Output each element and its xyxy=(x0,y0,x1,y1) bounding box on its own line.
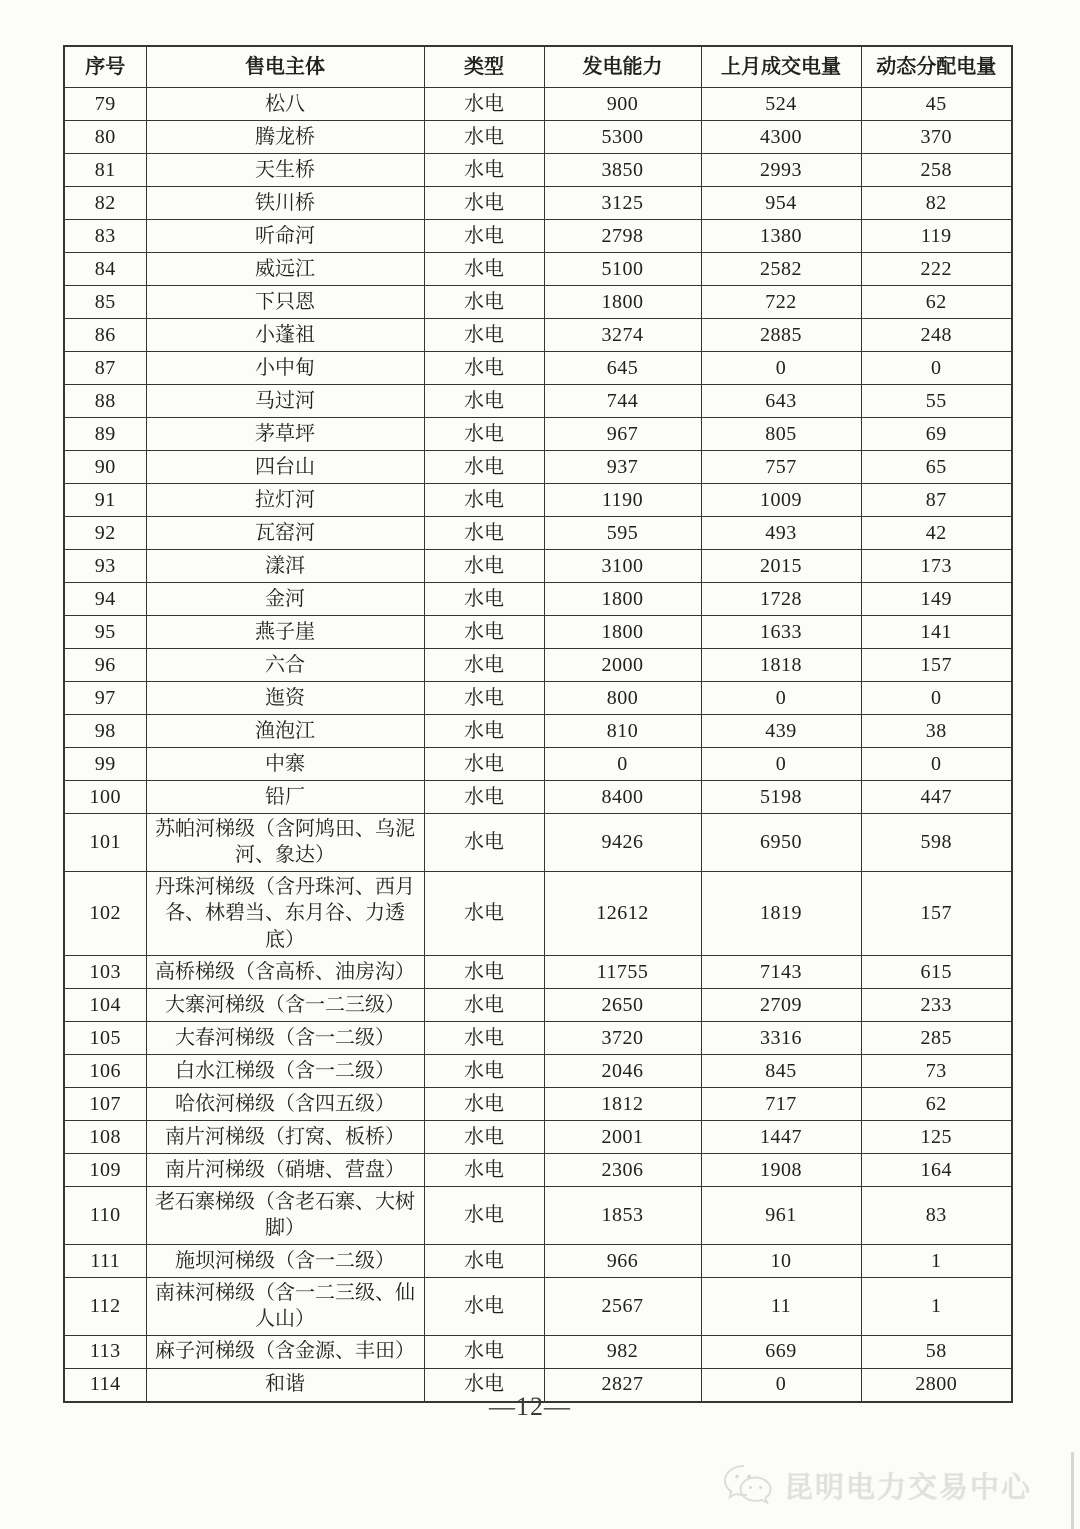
cell-generation-capacity: 2306 xyxy=(544,1153,701,1186)
table-row xyxy=(64,1277,1012,1335)
cell-dynamic-allocation: 157 xyxy=(861,871,1012,955)
cell-generation-capacity: 1812 xyxy=(544,1087,701,1120)
cell-serial-number: 99 xyxy=(64,748,146,781)
cell-type: 水电 xyxy=(424,1277,544,1335)
cell-entity-name: 腾龙桥 xyxy=(146,121,424,154)
cell-dynamic-allocation: 2800 xyxy=(861,1368,1012,1402)
cell-generation-capacity: 810 xyxy=(544,715,701,748)
cell-type: 水电 xyxy=(424,385,544,418)
cell-last-month-volume: 2582 xyxy=(701,253,861,286)
cell-dynamic-allocation: 233 xyxy=(861,988,1012,1021)
cell-type: 水电 xyxy=(424,88,544,121)
cell-entity-name: 拉灯河 xyxy=(146,484,424,517)
cell-generation-capacity: 1800 xyxy=(544,286,701,319)
cell-dynamic-allocation: 157 xyxy=(861,649,1012,682)
cell-entity-name: 渔泡江 xyxy=(146,715,424,748)
column-header-last-month: 上月成交电量 xyxy=(701,46,861,88)
table-row xyxy=(64,187,1012,220)
cell-generation-capacity: 5300 xyxy=(544,121,701,154)
cell-generation-capacity: 12612 xyxy=(544,871,701,955)
cell-generation-capacity: 595 xyxy=(544,517,701,550)
cell-last-month-volume: 3316 xyxy=(701,1021,861,1054)
cell-entity-name: 六合 xyxy=(146,649,424,682)
table-row xyxy=(64,220,1012,253)
cell-type: 水电 xyxy=(424,1021,544,1054)
cell-generation-capacity: 645 xyxy=(544,352,701,385)
cell-last-month-volume: 643 xyxy=(701,385,861,418)
cell-entity-name: 老石寨梯级（含老石寨、大树脚） xyxy=(146,1186,424,1244)
cell-dynamic-allocation: 1 xyxy=(861,1244,1012,1277)
scan-artifact-line xyxy=(1071,1452,1074,1529)
cell-dynamic-allocation: 370 xyxy=(861,121,1012,154)
table-row xyxy=(64,715,1012,748)
table-row xyxy=(64,1021,1012,1054)
cell-entity-name: 南片河梯级（打窝、板桥） xyxy=(146,1120,424,1153)
cell-entity-name: 小中甸 xyxy=(146,352,424,385)
table-row xyxy=(64,988,1012,1021)
table-row xyxy=(64,319,1012,352)
cell-generation-capacity: 2046 xyxy=(544,1054,701,1087)
cell-generation-capacity: 3850 xyxy=(544,154,701,187)
cell-entity-name: 大春河梯级（含一二级） xyxy=(146,1021,424,1054)
table-body xyxy=(64,88,1012,1402)
cell-dynamic-allocation: 82 xyxy=(861,187,1012,220)
cell-dynamic-allocation: 598 xyxy=(861,814,1012,872)
cell-last-month-volume: 5198 xyxy=(701,781,861,814)
table-row xyxy=(64,583,1012,616)
table-row xyxy=(64,1054,1012,1087)
cell-last-month-volume: 2885 xyxy=(701,319,861,352)
cell-last-month-volume: 2993 xyxy=(701,154,861,187)
cell-serial-number: 109 xyxy=(64,1153,146,1186)
table-row xyxy=(64,682,1012,715)
cell-type: 水电 xyxy=(424,286,544,319)
cell-last-month-volume: 1380 xyxy=(701,220,861,253)
cell-serial-number: 98 xyxy=(64,715,146,748)
column-header-serial: 序号 xyxy=(64,46,146,88)
cell-type: 水电 xyxy=(424,583,544,616)
cell-last-month-volume: 2709 xyxy=(701,988,861,1021)
cell-type: 水电 xyxy=(424,1368,544,1402)
cell-generation-capacity: 2000 xyxy=(544,649,701,682)
cell-dynamic-allocation: 42 xyxy=(861,517,1012,550)
cell-dynamic-allocation: 119 xyxy=(861,220,1012,253)
cell-dynamic-allocation: 615 xyxy=(861,955,1012,988)
cell-generation-capacity: 1800 xyxy=(544,583,701,616)
cell-type: 水电 xyxy=(424,955,544,988)
cell-dynamic-allocation: 0 xyxy=(861,748,1012,781)
wechat-icon xyxy=(722,1462,776,1508)
cell-entity-name: 瓦窑河 xyxy=(146,517,424,550)
cell-last-month-volume: 961 xyxy=(701,1186,861,1244)
cell-generation-capacity: 0 xyxy=(544,748,701,781)
cell-serial-number: 89 xyxy=(64,418,146,451)
column-header-allocation: 动态分配电量 xyxy=(861,46,1012,88)
table-row xyxy=(64,352,1012,385)
cell-last-month-volume: 11 xyxy=(701,1277,861,1335)
cell-dynamic-allocation: 125 xyxy=(861,1120,1012,1153)
cell-serial-number: 110 xyxy=(64,1186,146,1244)
table-row xyxy=(64,1186,1012,1244)
cell-entity-name: 四台山 xyxy=(146,451,424,484)
cell-generation-capacity: 1190 xyxy=(544,484,701,517)
cell-entity-name: 苏帕河梯级（含阿鸠田、乌泥河、象达） xyxy=(146,814,424,872)
cell-generation-capacity: 3100 xyxy=(544,550,701,583)
cell-last-month-volume: 1447 xyxy=(701,1120,861,1153)
cell-entity-name: 麻子河梯级（含金源、丰田） xyxy=(146,1335,424,1368)
cell-dynamic-allocation: 58 xyxy=(861,1335,1012,1368)
cell-entity-name: 听命河 xyxy=(146,220,424,253)
cell-entity-name: 马过河 xyxy=(146,385,424,418)
cell-serial-number: 103 xyxy=(64,955,146,988)
cell-dynamic-allocation: 149 xyxy=(861,583,1012,616)
cell-serial-number: 92 xyxy=(64,517,146,550)
cell-generation-capacity: 1853 xyxy=(544,1186,701,1244)
cell-type: 水电 xyxy=(424,187,544,220)
cell-generation-capacity: 1800 xyxy=(544,616,701,649)
cell-entity-name: 小蓬祖 xyxy=(146,319,424,352)
cell-last-month-volume: 0 xyxy=(701,748,861,781)
cell-last-month-volume: 717 xyxy=(701,1087,861,1120)
table-row xyxy=(64,550,1012,583)
table-row xyxy=(64,616,1012,649)
cell-type: 水电 xyxy=(424,253,544,286)
cell-dynamic-allocation: 87 xyxy=(861,484,1012,517)
column-header-entity: 售电主体 xyxy=(146,46,424,88)
cell-dynamic-allocation: 65 xyxy=(861,451,1012,484)
cell-type: 水电 xyxy=(424,871,544,955)
cell-generation-capacity: 967 xyxy=(544,418,701,451)
cell-last-month-volume: 439 xyxy=(701,715,861,748)
cell-serial-number: 82 xyxy=(64,187,146,220)
cell-serial-number: 108 xyxy=(64,1120,146,1153)
cell-type: 水电 xyxy=(424,418,544,451)
cell-last-month-volume: 4300 xyxy=(701,121,861,154)
table-header-row xyxy=(64,46,1012,88)
cell-entity-name: 燕子崖 xyxy=(146,616,424,649)
page-number: —12— xyxy=(489,1392,571,1421)
cell-serial-number: 79 xyxy=(64,88,146,121)
cell-entity-name: 金河 xyxy=(146,583,424,616)
cell-generation-capacity: 982 xyxy=(544,1335,701,1368)
cell-generation-capacity: 2827 xyxy=(544,1368,701,1402)
cell-serial-number: 97 xyxy=(64,682,146,715)
cell-generation-capacity: 2650 xyxy=(544,988,701,1021)
cell-type: 水电 xyxy=(424,220,544,253)
cell-entity-name: 南袜河梯级（含一二三级、仙人山） xyxy=(146,1277,424,1335)
cell-dynamic-allocation: 69 xyxy=(861,418,1012,451)
cell-serial-number: 96 xyxy=(64,649,146,682)
cell-last-month-volume: 1633 xyxy=(701,616,861,649)
table-row xyxy=(64,871,1012,955)
cell-last-month-volume: 722 xyxy=(701,286,861,319)
table-row xyxy=(64,484,1012,517)
cell-dynamic-allocation: 447 xyxy=(861,781,1012,814)
cell-entity-name: 威远江 xyxy=(146,253,424,286)
cell-type: 水电 xyxy=(424,682,544,715)
cell-type: 水电 xyxy=(424,1153,544,1186)
table-row xyxy=(64,1120,1012,1153)
cell-serial-number: 112 xyxy=(64,1277,146,1335)
table-row xyxy=(64,955,1012,988)
cell-last-month-volume: 845 xyxy=(701,1054,861,1087)
cell-last-month-volume: 1818 xyxy=(701,649,861,682)
cell-dynamic-allocation: 141 xyxy=(861,616,1012,649)
cell-type: 水电 xyxy=(424,748,544,781)
table-row xyxy=(64,748,1012,781)
cell-dynamic-allocation: 222 xyxy=(861,253,1012,286)
cell-entity-name: 和谐 xyxy=(146,1368,424,1402)
cell-serial-number: 107 xyxy=(64,1087,146,1120)
cell-last-month-volume: 0 xyxy=(701,1368,861,1402)
cell-last-month-volume: 10 xyxy=(701,1244,861,1277)
cell-type: 水电 xyxy=(424,616,544,649)
cell-serial-number: 94 xyxy=(64,583,146,616)
cell-type: 水电 xyxy=(424,319,544,352)
cell-generation-capacity: 2798 xyxy=(544,220,701,253)
table-row xyxy=(64,1244,1012,1277)
cell-generation-capacity: 800 xyxy=(544,682,701,715)
cell-last-month-volume: 1728 xyxy=(701,583,861,616)
cell-entity-name: 茅草坪 xyxy=(146,418,424,451)
cell-serial-number: 105 xyxy=(64,1021,146,1054)
cell-last-month-volume: 2015 xyxy=(701,550,861,583)
cell-last-month-volume: 0 xyxy=(701,352,861,385)
table-row xyxy=(64,1335,1012,1368)
cell-entity-name: 白水江梯级（含一二级） xyxy=(146,1054,424,1087)
cell-entity-name: 松八 xyxy=(146,88,424,121)
cell-dynamic-allocation: 38 xyxy=(861,715,1012,748)
cell-last-month-volume: 1009 xyxy=(701,484,861,517)
cell-dynamic-allocation: 1 xyxy=(861,1277,1012,1335)
cell-last-month-volume: 0 xyxy=(701,682,861,715)
cell-serial-number: 113 xyxy=(64,1335,146,1368)
table-row xyxy=(64,253,1012,286)
cell-generation-capacity: 900 xyxy=(544,88,701,121)
cell-last-month-volume: 954 xyxy=(701,187,861,220)
table-row xyxy=(64,88,1012,121)
cell-serial-number: 102 xyxy=(64,871,146,955)
cell-type: 水电 xyxy=(424,1120,544,1153)
cell-dynamic-allocation: 0 xyxy=(861,682,1012,715)
table-row xyxy=(64,154,1012,187)
cell-type: 水电 xyxy=(424,517,544,550)
cell-entity-name: 高桥梯级（含高桥、油房沟） xyxy=(146,955,424,988)
cell-dynamic-allocation: 173 xyxy=(861,550,1012,583)
cell-type: 水电 xyxy=(424,988,544,1021)
cell-serial-number: 87 xyxy=(64,352,146,385)
cell-serial-number: 85 xyxy=(64,286,146,319)
cell-entity-name: 中寨 xyxy=(146,748,424,781)
cell-dynamic-allocation: 55 xyxy=(861,385,1012,418)
cell-entity-name: 铁川桥 xyxy=(146,187,424,220)
brand-watermark xyxy=(722,1462,1032,1508)
cell-dynamic-allocation: 0 xyxy=(861,352,1012,385)
cell-serial-number: 101 xyxy=(64,814,146,872)
table-row xyxy=(64,814,1012,872)
cell-serial-number: 93 xyxy=(64,550,146,583)
cell-serial-number: 91 xyxy=(64,484,146,517)
cell-type: 水电 xyxy=(424,550,544,583)
cell-type: 水电 xyxy=(424,1087,544,1120)
cell-entity-name: 下只恩 xyxy=(146,286,424,319)
cell-generation-capacity: 5100 xyxy=(544,253,701,286)
table-row xyxy=(64,451,1012,484)
cell-dynamic-allocation: 73 xyxy=(861,1054,1012,1087)
table-row xyxy=(64,385,1012,418)
cell-generation-capacity: 2001 xyxy=(544,1120,701,1153)
cell-type: 水电 xyxy=(424,715,544,748)
cell-generation-capacity: 3274 xyxy=(544,319,701,352)
cell-generation-capacity: 9426 xyxy=(544,814,701,872)
cell-serial-number: 88 xyxy=(64,385,146,418)
cell-generation-capacity: 937 xyxy=(544,451,701,484)
cell-type: 水电 xyxy=(424,484,544,517)
cell-type: 水电 xyxy=(424,154,544,187)
column-header-capacity: 发电能力 xyxy=(544,46,701,88)
cell-dynamic-allocation: 248 xyxy=(861,319,1012,352)
table-row xyxy=(64,121,1012,154)
cell-serial-number: 111 xyxy=(64,1244,146,1277)
cell-type: 水电 xyxy=(424,1244,544,1277)
cell-generation-capacity: 3720 xyxy=(544,1021,701,1054)
table-row xyxy=(64,781,1012,814)
cell-generation-capacity: 2567 xyxy=(544,1277,701,1335)
cell-generation-capacity: 8400 xyxy=(544,781,701,814)
cell-last-month-volume: 7143 xyxy=(701,955,861,988)
cell-last-month-volume: 805 xyxy=(701,418,861,451)
cell-generation-capacity: 966 xyxy=(544,1244,701,1277)
table-row xyxy=(64,649,1012,682)
brand-name: 昆明电力交易中心 xyxy=(783,1471,1032,1504)
cell-last-month-volume: 1819 xyxy=(701,871,861,955)
table-row xyxy=(64,418,1012,451)
cell-serial-number: 95 xyxy=(64,616,146,649)
cell-type: 水电 xyxy=(424,649,544,682)
cell-entity-name: 哈依河梯级（含四五级） xyxy=(146,1087,424,1120)
cell-entity-name: 迤资 xyxy=(146,682,424,715)
cell-last-month-volume: 6950 xyxy=(701,814,861,872)
table-row xyxy=(64,1153,1012,1186)
cell-last-month-volume: 493 xyxy=(701,517,861,550)
cell-last-month-volume: 1908 xyxy=(701,1153,861,1186)
cell-serial-number: 83 xyxy=(64,220,146,253)
cell-generation-capacity: 744 xyxy=(544,385,701,418)
cell-serial-number: 106 xyxy=(64,1054,146,1087)
cell-serial-number: 100 xyxy=(64,781,146,814)
cell-last-month-volume: 757 xyxy=(701,451,861,484)
cell-type: 水电 xyxy=(424,1335,544,1368)
table-row xyxy=(64,286,1012,319)
table-row xyxy=(64,1087,1012,1120)
cell-type: 水电 xyxy=(424,352,544,385)
cell-dynamic-allocation: 164 xyxy=(861,1153,1012,1186)
cell-dynamic-allocation: 62 xyxy=(861,1087,1012,1120)
cell-entity-name: 铅厂 xyxy=(146,781,424,814)
cell-serial-number: 114 xyxy=(64,1368,146,1402)
cell-entity-name: 施坝河梯级（含一二级） xyxy=(146,1244,424,1277)
cell-serial-number: 80 xyxy=(64,121,146,154)
cell-type: 水电 xyxy=(424,1186,544,1244)
cell-type: 水电 xyxy=(424,814,544,872)
cell-serial-number: 86 xyxy=(64,319,146,352)
cell-type: 水电 xyxy=(424,121,544,154)
cell-type: 水电 xyxy=(424,451,544,484)
cell-serial-number: 84 xyxy=(64,253,146,286)
cell-type: 水电 xyxy=(424,1054,544,1087)
power-allocation-table xyxy=(63,45,1013,1403)
table-row xyxy=(64,517,1012,550)
cell-entity-name: 南片河梯级（硝塘、营盘） xyxy=(146,1153,424,1186)
cell-last-month-volume: 669 xyxy=(701,1335,861,1368)
cell-type: 水电 xyxy=(424,781,544,814)
cell-dynamic-allocation: 45 xyxy=(861,88,1012,121)
cell-generation-capacity: 11755 xyxy=(544,955,701,988)
cell-entity-name: 丹珠河梯级（含丹珠河、西月各、林碧当、东月谷、力透底） xyxy=(146,871,424,955)
cell-entity-name: 大寨河梯级（含一二三级） xyxy=(146,988,424,1021)
cell-entity-name: 天生桥 xyxy=(146,154,424,187)
cell-serial-number: 90 xyxy=(64,451,146,484)
column-header-type: 类型 xyxy=(424,46,544,88)
cell-dynamic-allocation: 62 xyxy=(861,286,1012,319)
cell-serial-number: 104 xyxy=(64,988,146,1021)
cell-generation-capacity: 3125 xyxy=(544,187,701,220)
cell-entity-name: 漾洱 xyxy=(146,550,424,583)
cell-last-month-volume: 524 xyxy=(701,88,861,121)
cell-dynamic-allocation: 285 xyxy=(861,1021,1012,1054)
cell-dynamic-allocation: 83 xyxy=(861,1186,1012,1244)
cell-serial-number: 81 xyxy=(64,154,146,187)
cell-dynamic-allocation: 258 xyxy=(861,154,1012,187)
